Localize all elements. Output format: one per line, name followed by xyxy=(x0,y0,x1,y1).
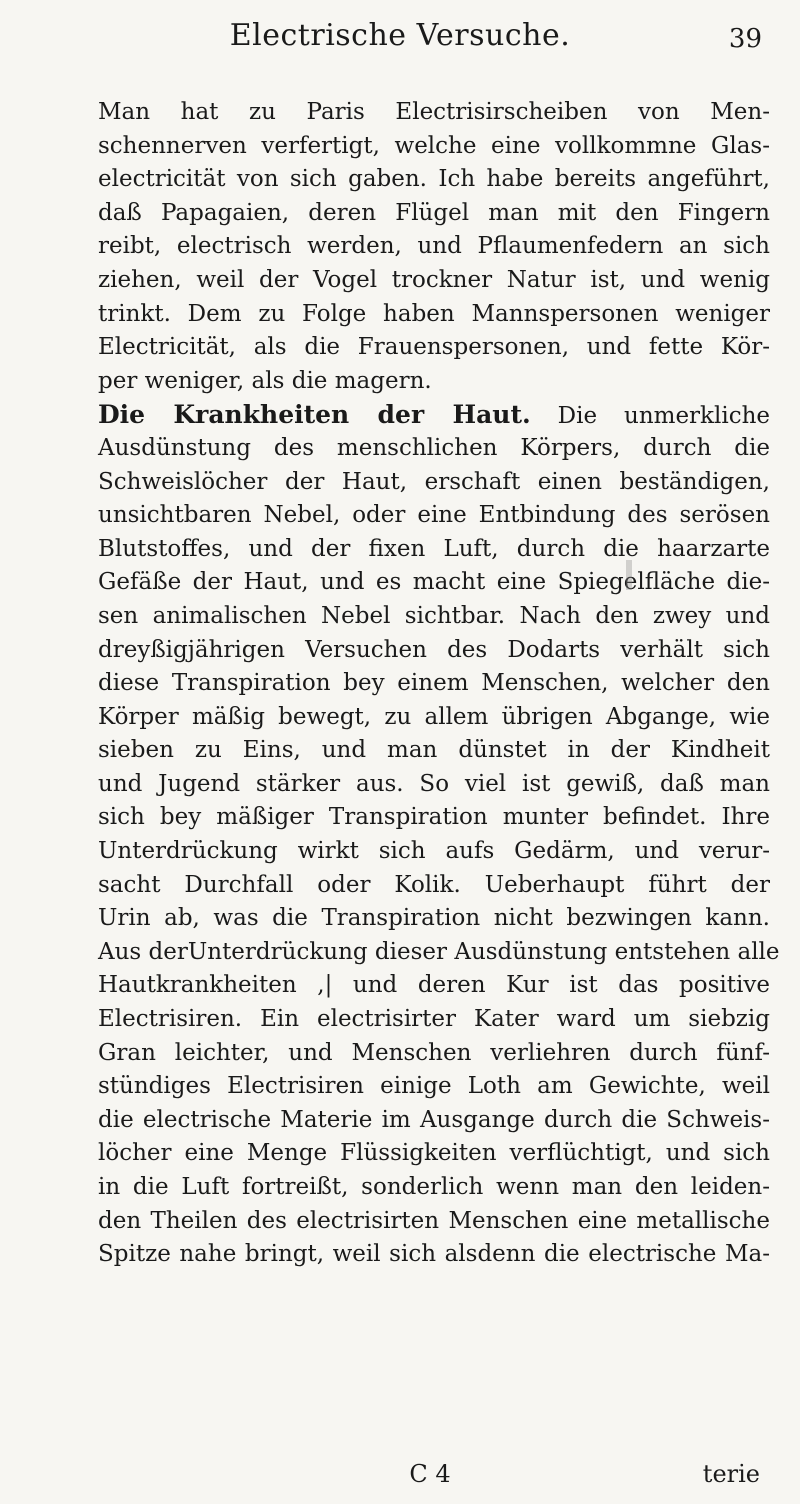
section-heading: Die Krankheiten der Haut. xyxy=(98,400,531,430)
text-line: sieben zu Eins, und man dünstet in der Kindheit xyxy=(98,737,770,764)
text-line: den Theilen des electrisirten Menschen eine metallische xyxy=(98,1207,770,1234)
text-line: trinkt. Dem zu Folge haben Mannspersonen weniger xyxy=(98,300,770,327)
text-line: daß Papagaien, deren Flügel man mit den Fingern xyxy=(98,199,770,226)
text-line: Man hat zu Paris Electrisirscheiben von Men- xyxy=(98,99,770,125)
page-header xyxy=(0,10,800,70)
text-line: sich bey mäßiger Transpiration munter befindet. Ihre xyxy=(98,804,770,831)
text-line: Electrisiren. Ein electrisirter Kater ward um siebzig xyxy=(98,1006,770,1033)
text-run: Die unmerkliche xyxy=(557,403,771,430)
text-line: Gefäße der Haut, und es macht eine Spiegelfläche die- xyxy=(98,569,770,596)
text-line: per weniger, als die magern. xyxy=(98,367,432,394)
text-line: die electrische Materie im Ausgange durch die Schweis- xyxy=(98,1106,770,1133)
text-line: und Jugend stärker aus. So viel ist gewiß, daß man xyxy=(98,770,770,797)
section-first-line xyxy=(98,398,770,432)
text-line: Gran leichter, und Menschen verliehren durch fünf- xyxy=(98,1039,770,1066)
text-line: diese Transpiration bey einem Menschen, welcher den xyxy=(98,670,770,697)
text-line: Ausdünstung des menschlichen Körpers, durch die xyxy=(98,434,770,461)
body-text xyxy=(98,96,780,1272)
catchword: terie xyxy=(702,1460,760,1488)
text-line: reibt, electrisch werden, und Pflaumenfedern an sich xyxy=(98,233,770,260)
text-line: sen animalischen Nebel sichtbar. Nach den zwey und xyxy=(98,602,770,629)
text-line: Hautkrankheiten ,| und deren Kur ist das positive xyxy=(98,972,770,999)
text-line: Blutstoffes, und der fixen Luft, durch die haarzarte xyxy=(98,535,770,562)
text-line: Electricität, als die Frauenspersonen, und fette Kör- xyxy=(98,334,770,361)
text-line: löcher eine Menge Flüssigkeiten verflüchtigt, und sich xyxy=(98,1140,770,1167)
text-line: Unterdrückung wirkt sich aufs Gedärm, und verur- xyxy=(98,838,770,865)
text-line: stündiges Electrisiren einige Loth am Gewichte, weil xyxy=(98,1073,770,1100)
text-line: electricität von sich gaben. Ich habe bereits angeführt, xyxy=(98,166,770,193)
text-line: unsichtbaren Nebel, oder eine Entbindung des serösen xyxy=(98,502,770,529)
running-head: Electrische Versuche. xyxy=(229,18,571,53)
margin-mark xyxy=(626,560,632,590)
text-line: sacht Durchfall oder Kolik. Ueberhaupt führt der xyxy=(98,871,770,898)
signature-mark: C 4 xyxy=(409,1460,451,1488)
page-number: 39 xyxy=(728,24,762,54)
text-line: dreyßigjährigen Versuchen des Dodarts verhält sich xyxy=(98,636,770,663)
text-line: schennerven verfertigt, welche eine vollkommne Glas- xyxy=(98,132,770,159)
text-line: Aus derUnterdrückung dieser Ausdünstung entstehen alle xyxy=(98,938,780,965)
text-line: ziehen, weil der Vogel trockner Natur ist, und wenig xyxy=(98,266,770,293)
text-line: Spitze nahe bringt, weil sich alsdenn die electrische Ma- xyxy=(98,1241,770,1268)
text-line: Schweislöcher der Haut, erschaft einen beständigen, xyxy=(98,468,770,495)
text-line: Körper mäßig bewegt, zu allem übrigen Abgange, wie xyxy=(98,703,770,730)
text-line: Urin ab, was die Transpiration nicht bezwingen kann. xyxy=(98,905,770,932)
text-line: in die Luft fortreißt, sonderlich wenn man den leiden- xyxy=(98,1174,770,1200)
